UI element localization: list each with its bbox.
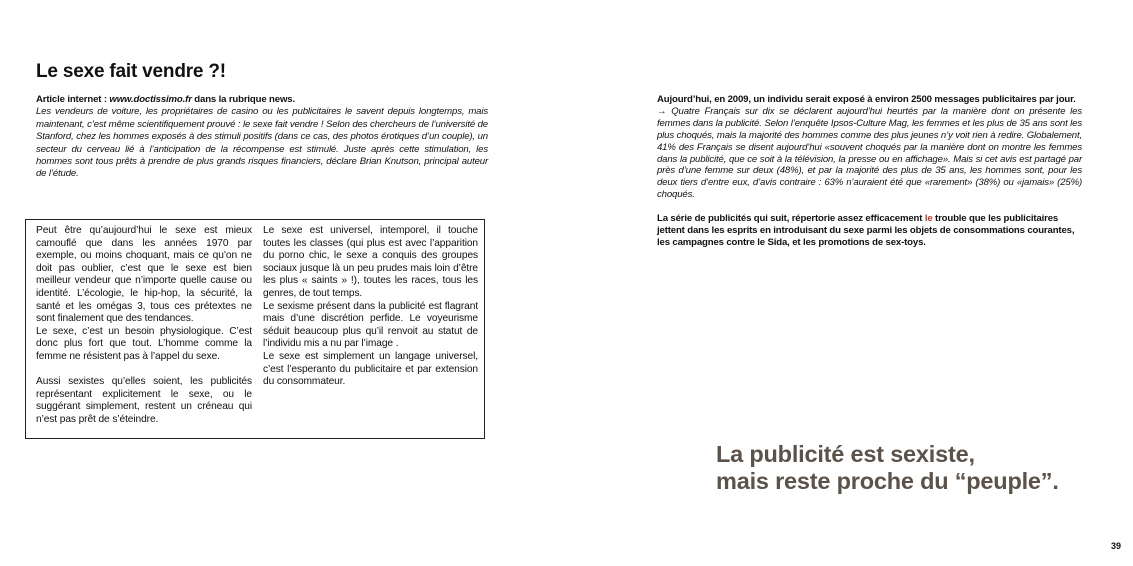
source-link[interactable]: www.doctissimo.fr <box>109 94 192 105</box>
series-highlight: le <box>924 213 933 225</box>
survey-stats: → Quatre Français sur dix se déclarent aujourd’hui heurtés par la manière dont on présente les femmes dans la publicité. Selon l’enquête Ipsos-Culture Mag, les femmes et les plus de 35 ans sont les plus choqués, mais la majorité des hommes comme des plus jeunes n’y voit rien à redire. Globalement, 41% des Français se disent aujourd’hui «souvent choqués par la manière dont on montre les femmes dans la publicité, que ce soit à la télévision, la presse ou en affichage». Mais si cet avis est partagé par près d’une femme sur deux (48%), et par la majorité des plus de 35 ans, les hommes sont, pour les deux tiers d’entre eux, d’avis contraire : 63% n’auraient été que «rarement» (38%) ou «jamais» (25%) choqués. <box>657 105 1082 201</box>
series-text-start: La série de publicités qui suit, répertorie assez efficacement <box>657 213 925 225</box>
box-paragraph: Le sexe est universel, intemporel, il touche toutes les classes (qui plus est avec l’apparition du porno chic, le sexe a conquis des groupes sociaux jusque là un peu prudes mais loin d’être les plus « saints » !), toutes les races, tous les genres, de tout temps. <box>263 225 478 299</box>
intro-block <box>36 94 488 181</box>
box-column-left <box>36 225 252 427</box>
source-line <box>36 94 488 106</box>
series-text-end: trouble que les publicitaires jettent dans les esprits en introduisant du sexe parmi les objets de consommations courantes, les campagnes contre le Sida, et les promotions de sex-toys. <box>657 213 1075 248</box>
headline <box>716 441 1059 495</box>
source-prefix: Article internet : <box>36 94 110 105</box>
box-paragraph: Le sexe est simplement un langage universel, c’est l’esperanto du publicitaire et par extension du consommateur. <box>263 350 478 388</box>
box-paragraph: Le sexisme présent dans la publicité est flagrant mais d’une discrétion perfide. Le voyeurisme séduit beaucoup plus qu’il renvoit au statut de l’individu mis a nu par l’image . <box>263 300 478 350</box>
box-paragraph: Le sexe, c’est un besoin physiologique. C’est donc plus fort que tout. L’homme comme la femme ne résistent pas à l’appel du sexe. <box>36 325 252 362</box>
series-intro <box>657 213 1082 249</box>
headline-line-1: La publicité est sexiste, <box>716 441 975 467</box>
source-suffix: dans la rubrique news. <box>191 94 295 105</box>
right-page-text <box>657 94 1082 249</box>
lead-sentence: Aujourd’hui, en 2009, un individu serait exposé à environ 2500 messages publicitaires par jour. <box>657 94 1076 105</box>
headline-line-2: mais reste proche du “peuple”. <box>716 468 1059 494</box>
box-paragraph: Aussi sexistes qu’elles soient, les publicités représentant explicitement le sexe, ou le suggérant simplement, restent un créneau qui n’est pas prêt de s’éteindre. <box>36 376 252 425</box>
paragraph-gap <box>36 364 252 377</box>
article-quote: Les vendeurs de voiture, les propriétaires de casino ou les publicitaires le savent depuis longtemps, mais maintenant, c’est même scientifiquement prouvé : le sexe fait vendre ! Selon des chercheurs de l’université de Stanford, chez les hommes exposés à des stimuli positifs (dans ce cas, des photos érotiques d’un couple), un secteur du cerveau lié à l’anticipation de la récompense est stimulé. Juste après cette stimulation, les hommes sont tous prêts à prendre de plus grands risques financiers, déclare Brian Knutson, principal auteur de l’étude. <box>36 106 488 180</box>
article-title: Le sexe fait vendre ?! <box>36 61 226 82</box>
box-paragraph: Peut être qu’aujourd’hui le sexe est mieux camouflé que dans les années 1970 par exemple, ou moins choquant, mais ce qu’on ne doit pas oublier, c’est que le sexe est bien meilleur vendeur que n’importe quelle cause ou identité. L’écologie, le hip-hop, la sécurité, la santé et les omégas 3, tous ces prétextes ne sont finalement que des tendances. <box>36 225 252 325</box>
page-number: 39 <box>1111 541 1122 551</box>
box-column-right <box>263 225 478 389</box>
